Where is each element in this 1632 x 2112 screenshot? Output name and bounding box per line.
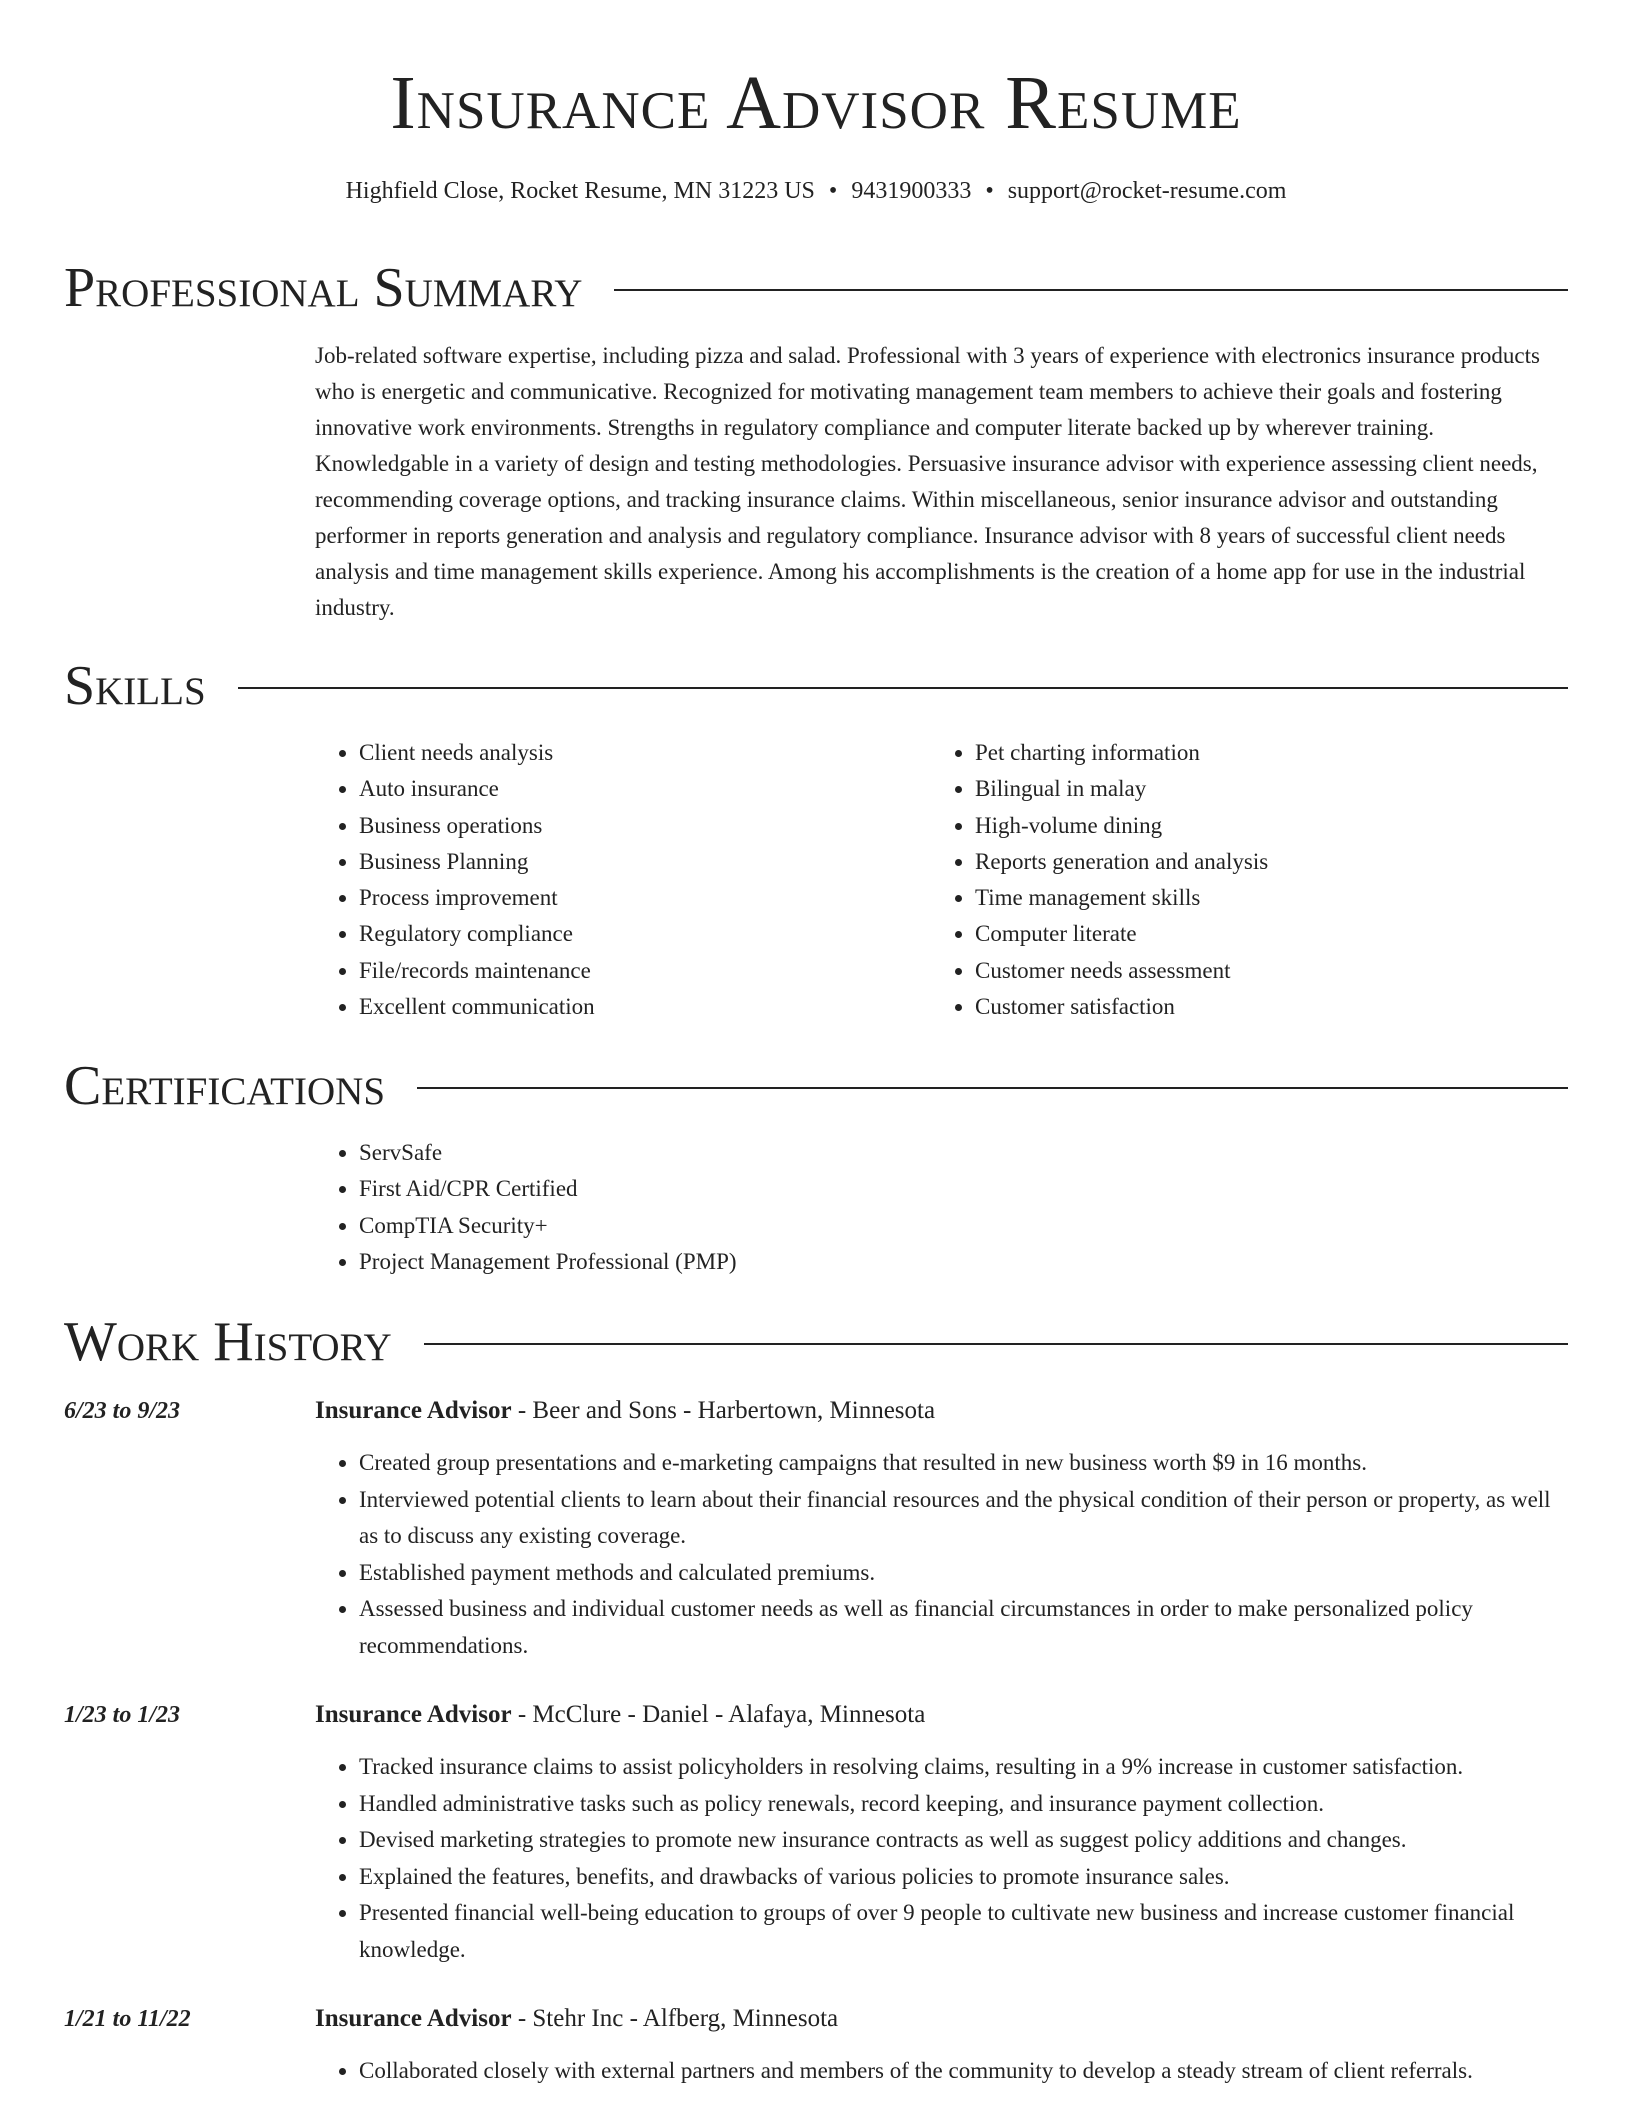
job-duties [315, 1445, 1568, 1664]
skill-item: • Bilingual in malay [975, 771, 1547, 807]
contact-address: Highfield Close, Rocket Resume, MN 31223 US [345, 178, 815, 204]
duty-item: • Created group presentations and e-marketing campaigns that resulted in new business worth $9 in 16 months. [359, 1445, 1568, 1482]
duty-item: • Explained the features, benefits, and drawbacks of various policies to promote insurance sales. [359, 1859, 1568, 1896]
contact-line [0, 174, 1632, 208]
skill-item: • High-volume dining [975, 808, 1547, 844]
certification-item: • First Aid/CPR Certified [359, 1171, 1568, 1207]
duty-item: • Presented financial well-being education to groups of over 9 people to cultivate new business and increase customer financial knowledge. [359, 1895, 1568, 1968]
certifications-section-header [64, 1054, 1568, 1118]
summary-text: Job-related software expertise, including pizza and salad. Professional with 3 years of experience with electronics insurance products who is energetic and communicative. Recognized for motivating management team members to achieve their goals and fostering innovative work environments. Strengths in regulatory compliance and computer literate backed up by wherever training. Knowledgable in a variety of design and testing methodologies. Persuasive insurance advisor with experience assessing client needs, recommending coverage options, and tracking insurance claims. Within miscellaneous, senior insurance advisor and outstanding performer in reports generation and analysis and regulatory compliance. Insurance advisor with 8 years of successful client needs analysis and time management skills experience. Among his accomplishments is the creation of a home app for use in the industrial industry. [315, 343, 1540, 620]
section-divider [417, 1087, 1568, 1089]
contact-separator: • [985, 178, 994, 204]
skill-item: • Business operations [359, 808, 931, 844]
job-title-line [315, 1697, 925, 1733]
skill-item: • File/records maintenance [359, 953, 931, 989]
skill-item: • Excellent communication [359, 989, 931, 1025]
summary-heading: Professional Summary [64, 257, 583, 319]
job-title-line [315, 2001, 838, 2037]
duty-item: • Interviewed potential clients to learn about their financial resources and the physical condition of their person or property, as well as to discuss any existing coverage. [359, 1482, 1568, 1555]
skill-item: • Business Planning [359, 844, 931, 880]
skill-item: • Time management skills [975, 880, 1547, 916]
skill-item: • Customer satisfaction [975, 989, 1547, 1025]
contact-separator: • [828, 178, 838, 204]
skills-column-right [931, 735, 1547, 1025]
job-role: Insurance Advisor [315, 2005, 512, 2032]
job-title-line [315, 1393, 935, 1429]
contact-email: support@rocket-resume.com [1007, 178, 1287, 204]
section-divider [238, 687, 1568, 689]
job-employer: - Stehr Inc - Alfberg, Minnesota [511, 2005, 839, 2032]
certification-item: • Project Management Professional (PMP) [359, 1244, 1568, 1280]
skill-item: • Client needs analysis [359, 735, 931, 771]
skills-list [315, 735, 1568, 1025]
job-employer: - McClure - Daniel - Alafaya, Minnesota [511, 1701, 926, 1728]
skill-item: • Auto insurance [359, 771, 931, 807]
skill-item: • Regulatory compliance [359, 916, 931, 952]
job-duties [315, 2053, 1568, 2090]
skills-heading: Skills [64, 655, 206, 717]
duty-item: • Assessed business and individual customer needs as well as financial circumstances in order to make personalized policy recommendations. [359, 1591, 1568, 1664]
summary-section-header [64, 256, 1568, 320]
certifications-list [315, 1135, 1568, 1280]
work-history-heading: Work History [64, 1311, 392, 1373]
job-role: Insurance Advisor [315, 1397, 512, 1424]
job-employer: - Beer and Sons - Harbertown, Minnesota [511, 1397, 936, 1424]
certification-item: • ServSafe [359, 1135, 1568, 1171]
certifications-heading: Certifications [64, 1055, 386, 1117]
resume-title: Insurance Advisor Resume [390, 61, 1242, 145]
skill-item: • Process improvement [359, 880, 931, 916]
section-divider [424, 1343, 1568, 1345]
job-dates: 1/23 to 1/23 [64, 1702, 181, 1728]
section-divider [614, 289, 1568, 291]
skill-item: • Pet charting information [975, 735, 1547, 771]
job-duties [315, 1749, 1568, 1968]
duty-item: • Devised marketing strategies to promote new insurance contracts as well as suggest policy additions and changes. [359, 1822, 1568, 1859]
certification-item: • CompTIA Security+ [359, 1208, 1568, 1244]
skill-item: • Computer literate [975, 916, 1547, 952]
duty-item: • Established payment methods and calculated premiums. [359, 1555, 1568, 1592]
work-history-section-header [64, 1310, 1568, 1374]
duty-item: • Collaborated closely with external partners and members of the community to develop a steady stream of client referrals. [359, 2053, 1568, 2090]
skills-column-left [315, 735, 931, 1025]
duty-item: • Handled administrative tasks such as policy renewals, record keeping, and insurance payment collection. [359, 1786, 1568, 1823]
contact-phone: 9431900333 [851, 178, 972, 204]
skill-item: • Reports generation and analysis [975, 844, 1547, 880]
skills-section-header [64, 654, 1568, 718]
job-dates: 6/23 to 9/23 [64, 1398, 181, 1424]
job-role: Insurance Advisor [315, 1701, 512, 1728]
job-dates: 1/21 to 11/22 [64, 2006, 191, 2032]
duty-item: • Tracked insurance claims to assist policyholders in resolving claims, resulting in a 9% increase in customer satisfaction. [359, 1749, 1568, 1786]
skill-item: • Customer needs assessment [975, 953, 1547, 989]
